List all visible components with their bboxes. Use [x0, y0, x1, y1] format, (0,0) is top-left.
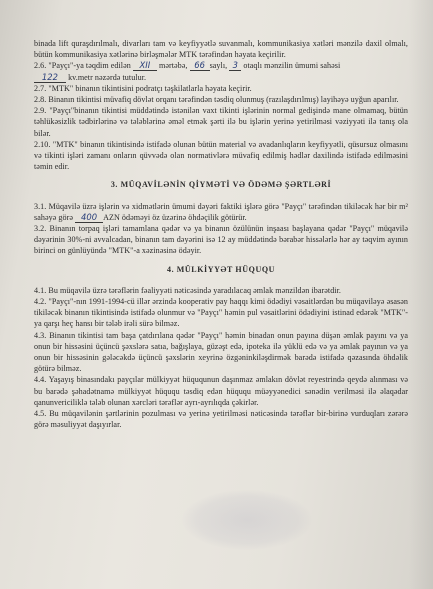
document-body	[34, 38, 408, 431]
handwritten-room-count: 3	[232, 60, 238, 71]
handwritten-apartment-number: 66	[194, 60, 205, 71]
page-shadow	[409, 0, 433, 589]
clause-4-1: 4.1. Bu müqavilə üzrə tərəflərin fəaliyyəti nəticəsində yaradılacaq əmlak mənzildən ibarətdir.	[34, 285, 341, 295]
section-3-heading: 3. MÜQAVİLƏNİN QİYMƏTİ VƏ ÖDƏMƏ ŞƏRTLƏRİ	[110, 180, 332, 190]
clause-4-2: 4.2. "Payçı"-nın 1991-1994-cü illər ərzində kooperativ pay haqqı kimi ödədiyi vəsaitlərdən bu müqaviləyə əsasən tikiləcək binanın tikintisində istifadə olunmur və "Payçı" həmin pul vəsaitlərini ödədiyini istinad edərək "MTK"-ya qarşı heç hansı bir tələb irəli sürə bilməz.	[34, 297, 408, 329]
clause-2-7: 2.7. "MTK" binanın tikintisini podratçı təşkilatlarla həyata keçirir.	[34, 83, 252, 93]
faded-stamp	[182, 490, 312, 550]
clause-3-2: 3.2. Binanın torpaq işləri tamamlana qədər və ya binanın özülünün inşaası başlayana qədər "Payçı" müqavilə dəyərinin 30%-ni avvalcadan, binanın tam dəyərini isə 12 ay müddətində bərabər hissələrlə hər ay təqvim ayının birinci on günlüyündə "MTK"-a xəzinəsinə ödəyir.	[34, 224, 408, 256]
clause-2-6: 2.6. "Payçı"-ya təqdim edilən XII mərtəbə, 66 saylı, 3 otaqlı mənzilin ümumi sahəsi 122 kv.metr nəzərdə tutulur.	[34, 60, 341, 82]
handwritten-area: 122	[41, 71, 59, 82]
handwritten-price: 400	[80, 211, 98, 222]
clause-4-3: 4.3. Binanın tikintisi tam başa çatdırılana qədər "Payçı" həmin binadan onun payına düşən əmlak payını və ya onun bir hissəsini üçüncü şəxslərə satıa, bağışlaya, güzəşt edə, ipoteka ilə yüklü edə və ya əmlak payının və ya onun bir hissəsinin gələcəkdə üçüncü şəxslərin xeyrinə özgəninkiləşdirmək barədə istifadə qəzasında öhdəlik götürə bilməz.	[34, 330, 408, 374]
clause-4-4: 4.4. Yaşayış binasındakı payçılar mülkiyyət hüququnun daşınmaz əmlakın dövlət reyestrində qeydə alınması və bu barədə şəhadətnamə mülkiyyət hüququ təsdiq edən hüququ müəyyənedici sənədin verilməsi ilə əlaqədar qanunvericiliklə tələb olunan xərcləri tərəflər ayrı-ayrılıqda çəkirlər.	[34, 375, 408, 407]
clause-2-8: 2.8. Binanın tikintisi müvafiq dövlət orqanı tərəfindən təsdiq olunmuş (razılaşdırılmış) layihəyə uyğun aparılır.	[34, 95, 399, 105]
clause-2-4-continuation: binada lift quraşdırılmalı, divarları tam və keyfiyyətlə suvanmalı, kommunikasiya xətləri mənzilə daxil olmalı, bütün kommunikasiya xətlərinə birləşmələr MTK tərəfindən həyata keçirilir.	[34, 39, 408, 60]
clause-2-10: 2.10. "MTK" binanın tikintisində istifadə olunan bütün material və avadanlıqların keyfiyyətli, qüsursuz olmasını və tikinti işləri zamanı onların qüvvədə olan normativlərə müvafiq edilmiş hədlər daxilində istifadə edilməsini təmin edir.	[34, 139, 408, 172]
clause-3-1: 3.1. Müqavilə üzrə işlərin və xidmətlərin ümumi dəyəri faktiki işlərə görə "Payçı" tərəfindən tikiləcək hər bir m² sahəyə görə 400 AZN ödəməyi öz üzərinə öhdəçilik götürür.	[34, 201, 408, 222]
clause-4-5: 4.5. Bu müqavilənin şərtlərinin pozulması və yerinə yetirilməsi nəticəsində tərəflər bir-birinə vurduqları zərərə görə məsuliyyət daşıyırlar.	[34, 409, 408, 430]
section-4-heading: 4. MÜLKİYYƏT HÜQUQU	[166, 264, 276, 274]
clause-2-9: 2.9. "Payçı"binanın tikintisi müddətində istənilən vaxt tikinti işlərinin normal gedişində mane olmamaq, bütün təhlükəsizlik tədbirlərinə və tələblərinə əməl etmək şərti ilə bu işlərin yerinə yetirilməsi vəziyyəti ilə tanış ola bilər.	[34, 106, 408, 138]
handwritten-floor: XII	[139, 60, 151, 71]
